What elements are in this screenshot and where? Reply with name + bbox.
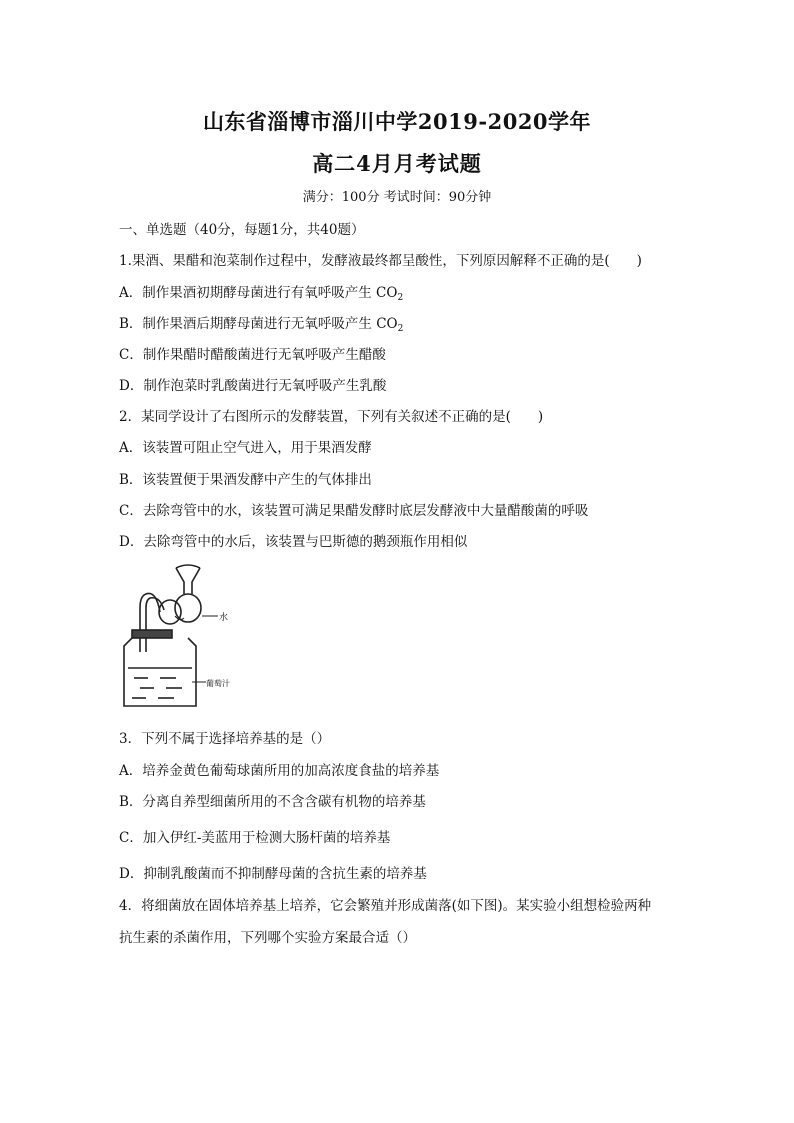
q4-stem-line-1: 4．将细菌放在固体培养基上培养，它会繁殖并形成菌落(如下图)。某实验小组想检验两种 [119, 898, 652, 914]
label-grape-juice: 葡萄汁 [206, 679, 230, 688]
title-line-1: 山东省淄博市淄川中学2019-2020学年 [202, 109, 592, 134]
q3-option-b: B．分离自养型细菌所用的不含含碳有机物的培养基 [119, 794, 426, 810]
q2-option-d: D．去除弯管中的水后，该装置与巴斯德的鹅颈瓶作用相似 [119, 534, 468, 550]
q2-option-a: A．该装置可阻止空气进入，用于果酒发酵 [119, 440, 372, 456]
q3-stem: 3．下列不属于选择培养基的是（） [119, 731, 331, 747]
q1-stem: 1.果酒、果醋和泡菜制作过程中，发酵液最终都呈酸性，下列原因解释不正确的是( ) [119, 253, 642, 269]
q2-stem: 2．某同学设计了右图所示的发酵装置，下列有关叙述不正确的是( ) [119, 409, 544, 425]
q3-option-d: D．抑制乳酸菌而不抑制酵母菌的含抗生素的培养基 [119, 866, 427, 882]
q1-option-b: B．制作果酒后期酵母菌进行无氧呼吸产生 $CO_2$ [119, 316, 404, 334]
q1-option-d: D．制作泡菜时乳酸菌进行无氧呼吸产生乳酸 [119, 378, 387, 394]
q3-option-c: C．加入伊红-美蓝用于检测大肠杆菌的培养基 [119, 830, 391, 846]
q2-option-c: C．去除弯管中的水，该装置可满足果醋发酵时底层发酵液中大量醋酸菌的呼吸 [119, 503, 589, 519]
q1-option-a: A．制作果酒初期酵母菌进行有氧呼吸产生 $CO_2$ [119, 285, 404, 303]
section-heading: 一、单选题（40分，每题1分，共40题） [119, 222, 365, 238]
q2-option-b: B．该装置便于果酒发酵中产生的气体排出 [119, 472, 372, 488]
q4-stem-line-2: 抗生素的杀菌作用，下列哪个实验方案最合适（） [119, 930, 416, 946]
q3-option-a: A．培养金黄色葡萄球菌所用的加高浓度食盐的培养基 [119, 763, 440, 779]
q1-option-c: C．制作果醋时醋酸菌进行无氧呼吸产生醋酸 [119, 347, 386, 363]
label-water: 水 [219, 613, 229, 623]
fermentation-device-figure [118, 560, 236, 710]
exam-meta: 满分：100分 考试时间：90分钟 [302, 190, 492, 205]
title-line-2: 高二4月月考试题 [312, 151, 482, 176]
